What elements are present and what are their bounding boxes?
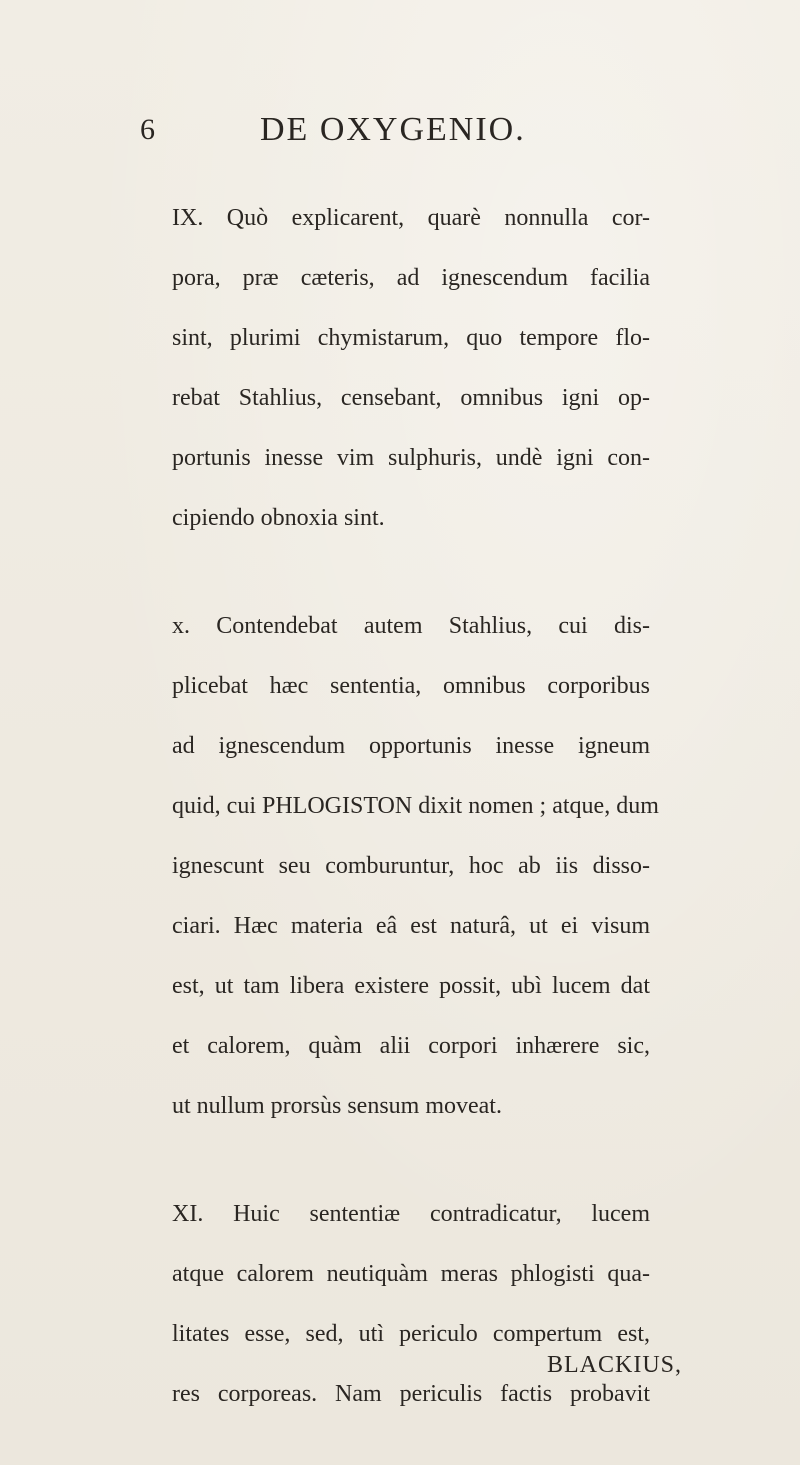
- running-head: DE OXYGENIO.: [260, 111, 526, 148]
- text-line: IX. Quò explicarent, quarè nonnulla cor-: [172, 205, 650, 231]
- paragraph-x: [172, 596, 659, 1136]
- text-line: cipiendo obnoxia sint.: [172, 505, 385, 531]
- text-line: XI. Huic sententiæ contradicatur, lucem: [172, 1201, 650, 1227]
- text-line: ad ignescendum opportunis inesse igneum: [172, 733, 650, 759]
- text-line: res corporeas. Nam periculis factis probavit: [172, 1381, 650, 1407]
- text-line: est, ut tam libera existere possit, ubì lucem dat: [172, 973, 650, 999]
- text-block: [172, 188, 659, 1424]
- text-line: sint, plurimi chymistarum, quo tempore flo-: [172, 325, 650, 351]
- text-line: et calorem, quàm alii corpori inhærere sic,: [172, 1033, 650, 1059]
- text-line: ut nullum prorsùs sensum moveat.: [172, 1093, 502, 1119]
- page-number: 6: [140, 113, 155, 146]
- text-line: ignescunt seu comburuntur, hoc ab iis disso-: [172, 853, 650, 879]
- page-header: [140, 100, 680, 160]
- catchword: BLACKIUS,: [546, 1352, 682, 1378]
- text-line: portunis inesse vim sulphuris, undè igni con-: [172, 445, 650, 471]
- paragraph-gap: [172, 548, 650, 596]
- text-line: atque calorem neutiquàm meras phlogisti qua-: [172, 1261, 650, 1287]
- paragraph-ix: [172, 188, 650, 548]
- paragraph-gap: [172, 1136, 650, 1184]
- text-line: rebat Stahlius, censebant, omnibus igni op-: [172, 385, 650, 411]
- text-line: plicebat hæc sententia, omnibus corporibus: [172, 673, 650, 699]
- text-line: litates esse, sed, utì periculo compertum est,: [172, 1321, 650, 1347]
- text-line: ciari. Hæc materia eâ est naturâ, ut ei visum: [172, 913, 650, 939]
- text-line: x. Contendebat autem Stahlius, cui dis-: [172, 613, 650, 639]
- text-line: quid, cui PHLOGISTON dixit nomen ; atque, dum: [172, 793, 659, 819]
- text-line: pora, præ cæteris, ad ignescendum facilia: [172, 265, 650, 291]
